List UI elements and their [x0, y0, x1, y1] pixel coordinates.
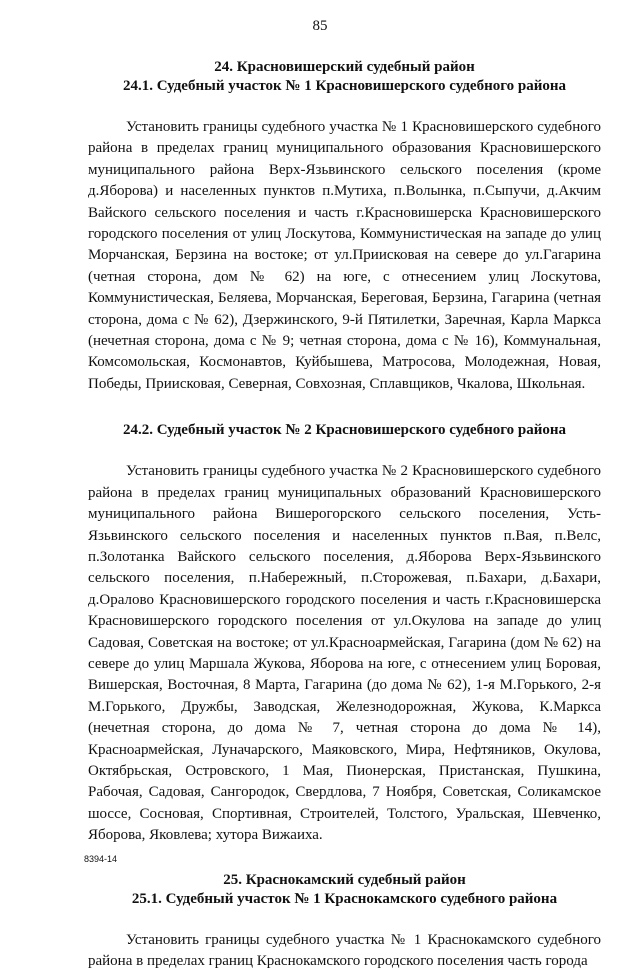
chapter-24-title: 24. Красновишерский судебный район — [214, 59, 475, 75]
page-number: 85 — [312, 18, 328, 34]
document-body — [88, 58, 601, 972]
section-24-2-text: Установить границы судебного участка № 2 Красновишерского судебного района в пределах границ муниципальных образований Красновишерского муниципального района Вишерогорского сельского поселения, Усть-Язьвинского сельского поселения и населенных пунктов п.Вая, п.Велс, п.Золотанка Вайского сельского поселения, д.Яборова Верх-Язьвинского сельского поселения, п.Набережный, п.Сторожевая, п.Бахари, д.Бахари, д.Оралово Красновишерского городского поселения и часть г.Красновишерска Красновишерского городского поселения от ул.Окулова на западе до улиц Садовая, Советская на востоке; от ул.Красноармейская, Гагарина (дом № 62) на севере до улиц Маршала Жукова, Яборова на юге, с отнесением улиц Боровая, Вишерская, Восточная, 8 Марта, Гагарина (до дома № 62), 1-я М.Горького, 2-я М.Горького, Дружбы, Заводская, Железнодорожная, Жукова, К.Маркса (нечетная сторона, до дома № 7, четная сторона до дома № 14), Красноармейская, Луначарского, Маяковского, Мира, Нефтяников, Окулова, Октябрьская, Островского, 1 Мая, Пионерская, Пристанская, Пушкина, Рабочая, Садовая, Сангородок, Свердлова, 7 Ноября, Советская, Соликамское шоссе, Сосновая, Спортивная, Строителей, Толстого, Уральская, Шевченко, Яборова, Яковлева; хутора Вижаиха. — [88, 463, 601, 844]
section-25-1-text: Установить границы судебного участка № 1 Краснокамского судебного района в пределах границ Краснокамского городского поселения часть города — [88, 931, 601, 969]
section-24-2-title: 24.2. Судебный участок № 2 Красновишерского судебного района — [122, 422, 567, 439]
section-24-1-title: 24.1. Судебный участок № 1 Красновишерского судебного района — [122, 78, 567, 94]
section-25-1-title: 25.1. Судебный участок № 1 Краснокамского судебного района — [131, 890, 558, 907]
chapter-25-title: 25. Краснокамский судебный район — [223, 871, 466, 888]
section-24-1-text: Установить границы судебного участка № 1 Красновишерского судебного района в пределах границ муниципального образования Красновишерского муниципального района Верх-Язьвинского сельского поселения (кроме д.Яборова) и населенных пунктов п.Мутиха, п.Волынка, п.Сыпучи, д.Акчим Вайского сельского поселения и часть г.Красновишерска Красновишерского городского поселения от улиц Лоскутова, Коммунистическая на западе до улиц Морчанская, Берзина на востоке; от ул.Приисковая на севере до ул.Гагарина (четная сторона, дом № 62) на юге, с отнесением улиц Лоскутова, Коммунистическая, Беляева, Морчанская, Береговая, Берзина, Гагарина (четная сторона, дома с № 62), Дзержинского, 9-й Пятилетки, Заречная, Карла Маркса (нечетная сторона, дома с № 9; четная сторона, дома с № 16), Коммунальная, Комсомольская, Космонавтов, Куйбышева, Матросова, Молодежная, Новая, Победы, Приисковая, Северная, Совхозная, Сплавщиков, Чкалова, Школьная. — [88, 119, 601, 392]
document-code: 8394-14 — [84, 854, 118, 864]
